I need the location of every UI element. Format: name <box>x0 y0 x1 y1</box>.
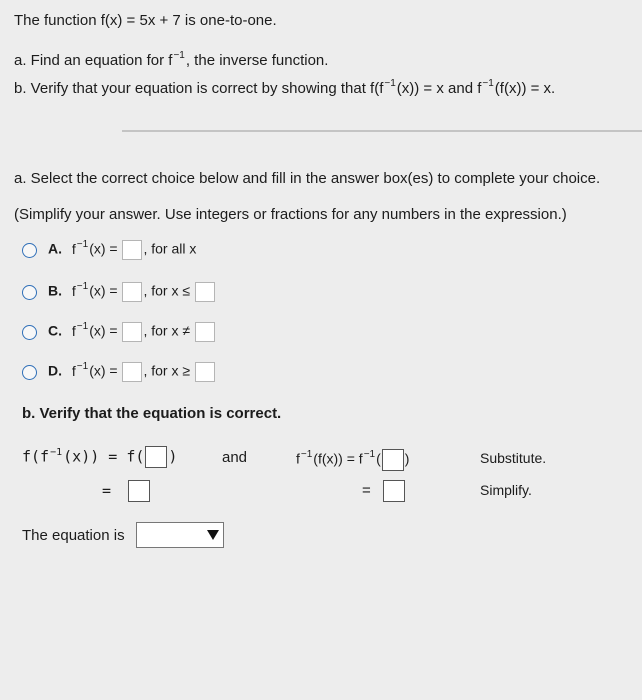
right-substitute-box[interactable] <box>382 449 404 471</box>
right-simplify-box[interactable] <box>383 480 405 502</box>
choice-a-answer-box[interactable] <box>122 240 142 260</box>
section-divider <box>122 130 642 132</box>
choice-b[interactable]: B. $f^{-1}(x)$ = , for x ≤ <box>48 282 216 302</box>
section-b-heading: b. Verify that the equation is correct. <box>22 405 282 422</box>
choice-b-radio[interactable] <box>22 285 37 300</box>
choice-c-bound-box[interactable] <box>195 322 215 342</box>
simplify-label: Simplify. <box>480 482 532 498</box>
choice-c-radio[interactable] <box>22 325 37 340</box>
intro-text: The function f(x) = 5x + 7 is one-to-one. <box>14 12 277 29</box>
choice-b-answer-box[interactable] <box>122 282 142 302</box>
part-b-prompt: b. Verify that your equation is correct by showing that $f(f^{-1}(x)) = x$ and $f^{-1}(f(x)) = x$. <box>14 78 556 97</box>
substitute-label: Substitute. <box>480 450 547 466</box>
section-a-heading: a. Select the correct choice below and fill in the answer box(es) to complete your choice. <box>14 170 601 187</box>
choice-c[interactable]: C. $f^{-1}(x)$ = , for x ≠ <box>48 322 216 342</box>
choice-d[interactable]: D. $f^{-1}(x)$ = , for x ≥ <box>48 362 216 382</box>
right-verify-line: $f^{-1}(f(x)) = f^{-1}$( ) <box>296 449 409 471</box>
section-a-hint: (Simplify your answer. Use integers or fractions for any numbers in the expression.) <box>14 206 567 223</box>
equation-is-label: The equation is <box>22 527 125 544</box>
dropdown-arrow-icon <box>207 530 219 540</box>
choice-a-radio[interactable] <box>22 243 37 258</box>
left-simplify-box[interactable] <box>128 480 150 502</box>
choice-a[interactable]: A. $f^{-1}(x)$ = , for all x <box>48 240 196 260</box>
left-simplify-line: = <box>102 480 151 502</box>
choice-d-answer-box[interactable] <box>122 362 142 382</box>
left-verify-line: $f(f^{-1}(x)) = f$( ) <box>22 446 177 468</box>
part-a-prompt: a. Find an equation for $f^{-1}$, the inverse function. <box>14 50 329 69</box>
choice-d-radio[interactable] <box>22 365 37 380</box>
equation-verdict-dropdown[interactable] <box>136 522 224 548</box>
choice-c-answer-box[interactable] <box>122 322 142 342</box>
and-label: and <box>222 449 248 466</box>
right-simplify-line: = <box>362 480 406 502</box>
choice-d-bound-box[interactable] <box>195 362 215 382</box>
choice-b-bound-box[interactable] <box>195 282 215 302</box>
left-substitute-box[interactable] <box>145 446 167 468</box>
